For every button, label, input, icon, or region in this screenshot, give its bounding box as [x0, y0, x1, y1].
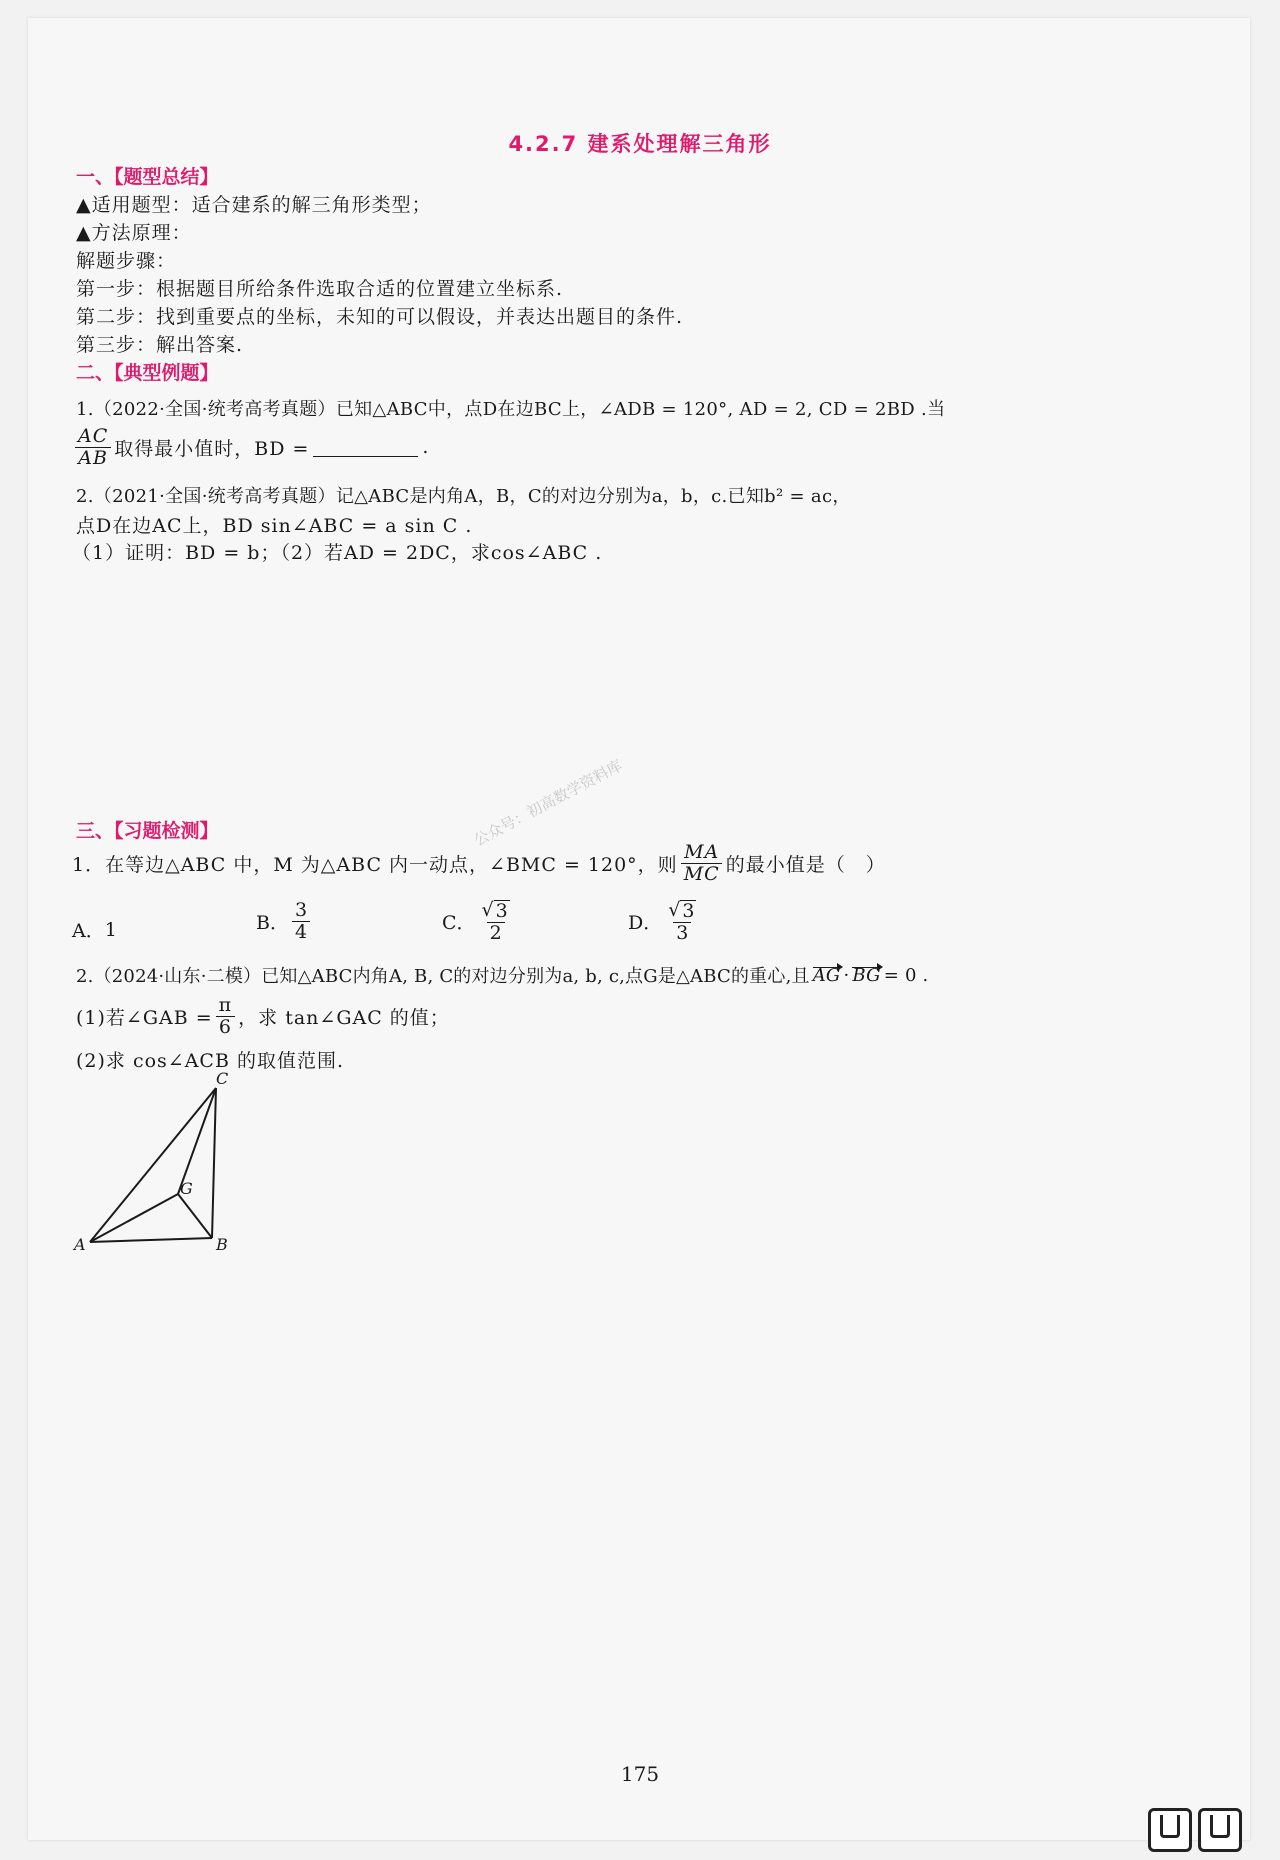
practice-2-stem: 2.（2024·山东·二模）已知△ABC内角A, B, C的对边分别为a, b, c,点G是△ABC的重心,且 [76, 966, 810, 987]
fraction-numerator [665, 900, 699, 922]
summary-line: 第三步：解出答案. [76, 334, 244, 356]
edge-ab [90, 1238, 212, 1242]
fraction-denominator: AB [78, 446, 108, 469]
vector-ag: AG [812, 964, 841, 986]
summary-line: ▲方法原理： [76, 222, 192, 244]
label-c: C [216, 1069, 229, 1088]
practice-2-q1 [76, 995, 450, 1038]
option-label: D． [628, 912, 663, 935]
summary-line: 第一步：根据题目所给条件选取合适的位置建立坐标系. [76, 278, 564, 300]
fraction-numerator: 3 [292, 900, 310, 922]
vector-bg: BG [852, 964, 881, 986]
q1-tail: ，求 tan∠GAC 的值； [238, 1006, 450, 1029]
save-icon[interactable] [1148, 1808, 1192, 1852]
option-b-fraction [292, 900, 310, 943]
bleed-through-text [1080, 120, 1230, 620]
practice-1-lead: 1．在等边△ABC 中，M 为△ABC 内一动点，∠BMC = 120°，则 [72, 853, 678, 876]
answer-blank [313, 438, 418, 457]
example-1-fraction [75, 426, 111, 469]
practice-heading: 三、【习题检测】 [76, 820, 219, 842]
equals-zero: = 0 . [883, 964, 929, 986]
fraction-numerator: π [216, 995, 236, 1017]
option-d[interactable] [628, 900, 702, 944]
practice-2-q2: (2)求 cos∠ACB 的取值范围. [76, 1050, 345, 1072]
option-label: C． [442, 912, 476, 935]
example-2-line-1: 2.（2021·全国·统考高考真题）记△ABC是内角A，B，C的对边分别为a，b，c.已知b² = ac， [76, 486, 851, 507]
segment-bg [178, 1194, 212, 1238]
example-2-line-3: （1）证明：BD = b；（2）若AD = 2DC，求cos∠ABC . [72, 542, 603, 564]
option-value: 1 [104, 918, 117, 941]
summary-line: 解题步骤： [76, 250, 177, 272]
practice-1-fraction [681, 842, 723, 885]
page-number: 175 [620, 1762, 660, 1786]
watermark: 公众号：初高数学资料库 [470, 756, 626, 850]
sqrt: √ 3 [668, 899, 695, 922]
option-c-fraction [479, 900, 513, 944]
example-1-end: . [422, 436, 430, 459]
summary-line: ▲适用题型：适合建系的解三角形类型； [76, 194, 432, 216]
q1-lead: (1)若∠GAB = [76, 1006, 213, 1029]
edge-bc [212, 1088, 216, 1238]
fraction-numerator [479, 900, 513, 922]
practice-2-line-1 [76, 962, 928, 988]
q1-fraction [216, 995, 236, 1038]
summary-heading: 一、【题型总结】 [76, 166, 219, 188]
option-c[interactable] [442, 900, 516, 944]
fraction-numerator: MA [681, 842, 722, 864]
example-1-line-1: 1.（2022·全国·统考高考真题）已知△ABC中，点D在边BC上，∠ADB = 120°, AD = 2, CD = 2BD .当 [76, 399, 946, 420]
fraction-denominator: 3 [673, 922, 691, 944]
examples-heading: 二、【典型例题】 [76, 362, 219, 384]
sqrt: √ 3 [481, 899, 508, 922]
practice-1-tail: 的最小值是（ ） [725, 853, 886, 876]
triangle-figure [66, 1066, 246, 1256]
option-a[interactable] [72, 916, 117, 943]
fraction-denominator: MC [683, 862, 720, 885]
option-label: B． [256, 911, 289, 934]
fraction-numerator: AC [75, 426, 111, 448]
radicand: 3 [495, 900, 508, 922]
example-1-question: 取得最小值时，BD = [114, 437, 310, 460]
example-1-line-2 [72, 426, 429, 469]
save-icon[interactable] [1198, 1808, 1242, 1852]
practice-1-stem [72, 842, 886, 885]
label-b: B [216, 1235, 228, 1254]
option-b[interactable] [256, 900, 313, 943]
fraction-denominator: 4 [294, 920, 308, 943]
fraction-denominator: 2 [487, 922, 505, 944]
segment-ag [90, 1194, 178, 1242]
option-label: A． [72, 920, 105, 942]
label-g: G [180, 1179, 193, 1198]
summary-line: 第二步：找到重要点的坐标，未知的可以假设，并表达出题目的条件. [76, 306, 684, 328]
example-2-line-2: 点D在边AC上，BD sin∠ABC = a sin C . [76, 515, 473, 537]
dot-operator: · [843, 964, 850, 986]
option-d-fraction [665, 900, 699, 944]
label-a: A [74, 1235, 86, 1254]
radicand: 3 [682, 900, 695, 922]
page-title: 4.2.7 建系处理解三角形 [508, 132, 772, 156]
fraction-denominator: 6 [218, 1015, 232, 1038]
